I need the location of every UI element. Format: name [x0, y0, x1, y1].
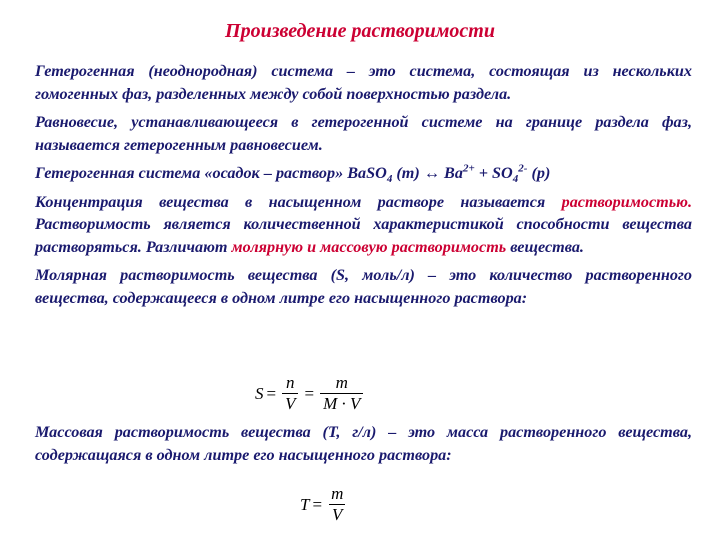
paragraph-solubility	[35, 191, 692, 259]
equation-mid-1: (т) ↔ Ba	[392, 164, 463, 182]
slide-body	[35, 60, 692, 315]
formula2-denominator: V	[329, 504, 345, 524]
solubility-text-1: Концентрация вещества в насыщенном растворе называется	[35, 192, 562, 211]
equation-sub-1: 4	[386, 173, 393, 186]
formula-mass-solubility	[300, 485, 349, 524]
formula1-numerator-2: m	[335, 373, 348, 392]
formula2-fraction	[328, 485, 346, 524]
formula2-numerator: m	[331, 484, 344, 503]
slide-body-2	[35, 421, 692, 472]
solubility-text-2: Растворимость является количественной характеристикой способности вещества растворяться. Различают	[35, 215, 692, 256]
paragraph-molar-solubility: Молярная растворимость вещества (S, моль/л) – это количество растворенного вещества, содержащееся в одном литре его насыщенного раствора:	[35, 266, 692, 307]
solubility-term: растворимостью.	[561, 192, 692, 211]
paragraph-heterogeneous-system: Гетерогенная (неоднородная) система – это система, состоящая из нескольких гомогенных фаз, разделенных между собой поверхностью раздела.	[35, 62, 692, 103]
equation-mid-2: + SO	[474, 164, 513, 182]
formula2-eq: =	[312, 494, 323, 514]
formula1-eq-2: =	[304, 383, 315, 403]
formula1-fraction-1	[282, 374, 298, 413]
formula1-numerator-1: n	[286, 373, 295, 392]
formula1-denominator-2: M · V	[320, 393, 363, 413]
equation-sup-1: 2+	[462, 162, 475, 175]
formula1-eq-1: =	[266, 383, 277, 403]
formula-molar-solubility	[255, 374, 366, 413]
slide-title: Произведение растворимости	[225, 20, 495, 42]
equation-end: (р)	[527, 164, 551, 182]
paragraph-mass-solubility: Массовая растворимость вещества (T, г/л) – это масса растворенного вещества, содержащаяся в одном литре его насыщенного раствора:	[35, 423, 692, 464]
formula2-lhs: T	[300, 494, 310, 514]
solubility-text-3: вещества.	[506, 237, 584, 256]
solubility-types-term: молярную и массовую растворимость	[231, 237, 507, 256]
formula1-fraction-2	[320, 374, 363, 413]
paragraph-heterogeneous-equilibrium: Равновесие, устанавливающееся в гетерогенной системе на границе раздела фаз, называется гетерогенным равновесием.	[35, 113, 692, 154]
equation-text: Гетерогенная система «осадок – раствор» BaSO	[35, 164, 387, 182]
equation-sub-2: 4	[512, 173, 519, 186]
formula1-denominator-1: V	[282, 393, 298, 413]
equation-sup-2: 2-	[518, 162, 528, 175]
paragraph-equation	[35, 162, 692, 185]
formula1-lhs: S	[255, 383, 264, 403]
